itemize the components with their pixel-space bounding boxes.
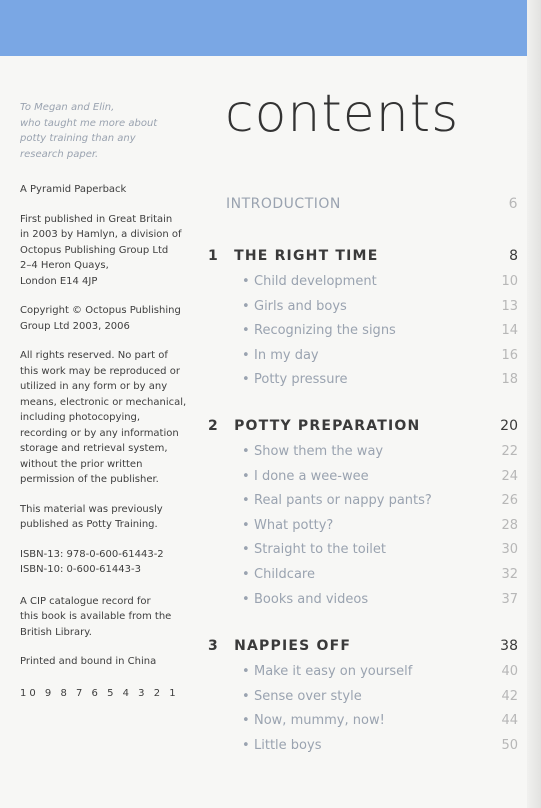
section-number: 3 — [208, 638, 219, 654]
section-title: NAPPIES OFF — [234, 638, 352, 654]
toc-entry: • Show them the way 22 — [242, 444, 518, 459]
rights-notice: All rights reserved. No part of this work may be reproduced or utilized in any form or by any means, electronic or mechanical, including photocopying, recording or by any information storage and retrieval system, without the prior written permission of the publisher. — [20, 350, 187, 485]
dedication: To Megan and Elin, who taught me more about potty training than any research paper. — [20, 102, 158, 160]
cip-record: A CIP catalogue record for this book is available from the British Library. — [20, 595, 172, 638]
copyright-column — [20, 100, 200, 701]
section-page: 8 — [509, 248, 518, 264]
toc-entry: • What potty? 28 — [242, 517, 518, 533]
toc-entry: • Straight to the toilet 30 — [242, 542, 518, 558]
toc-section-2 — [208, 418, 518, 616]
toc-entry: • Potty pressure 18 — [242, 372, 518, 388]
printed-in: Printed and bound in China — [20, 656, 157, 667]
first-published: First published in Great Britain in 2003 by Hamlyn, a division of Octopus Publishing Group Ltd 2–4 Heron Quays, London E14 4JP — [20, 213, 182, 287]
printing-numbers: 10 9 8 7 6 5 4 3 2 1 — [20, 687, 179, 699]
isbn: ISBN-13: 978-0-600-61443-2 ISBN-10: 0-600-61443-3 — [20, 548, 164, 575]
toc-entry: • Real pants or nappy pants? 26 — [242, 493, 518, 509]
section-title: POTTY PREPARATION — [234, 418, 421, 434]
previously-published: This material was previously published as Potty Training. — [20, 503, 163, 530]
toc-entry: • Recognizing the signs 14 — [242, 323, 518, 339]
page-edge — [527, 0, 541, 808]
section-heading — [208, 248, 518, 274]
section-page: 20 — [500, 418, 518, 434]
section-title: THE RIGHT TIME — [234, 248, 379, 264]
toc-entry: • I done a wee-wee 24 — [242, 468, 518, 484]
section-heading — [208, 638, 518, 664]
toc-entry: • Girls and boys 13 — [242, 298, 518, 314]
toc-entry: • Sense over style 42 — [242, 688, 518, 704]
section-number: 1 — [208, 248, 219, 264]
section-heading — [208, 418, 518, 444]
page-title: contents — [225, 84, 460, 144]
copyright-notice: Copyright © Octopus Publishing Group Ltd 2003, 2006 — [20, 305, 181, 332]
toc-entry: • Books and videos 37 — [242, 591, 518, 607]
toc-entry: • Little boys 50 — [242, 737, 518, 753]
section-page: 38 — [500, 638, 518, 654]
toc-introduction — [226, 196, 518, 212]
toc-entry: • Child development 10 — [242, 274, 518, 289]
toc-entry: • Now, mummy, now! 44 — [242, 713, 518, 729]
toc-entry: • In my day 16 — [242, 347, 518, 363]
imprint: A Pyramid Paperback — [20, 184, 127, 195]
section-number: 2 — [208, 418, 219, 434]
toc-section-3 — [208, 638, 518, 762]
toc-section-1 — [208, 248, 518, 397]
toc-entry: • Childcare 32 — [242, 566, 518, 582]
top-color-band — [0, 0, 541, 56]
toc-entry: • Make it easy on yourself 40 — [242, 664, 518, 679]
introduction-label: INTRODUCTION — [226, 196, 341, 212]
introduction-page: 6 — [508, 196, 518, 212]
